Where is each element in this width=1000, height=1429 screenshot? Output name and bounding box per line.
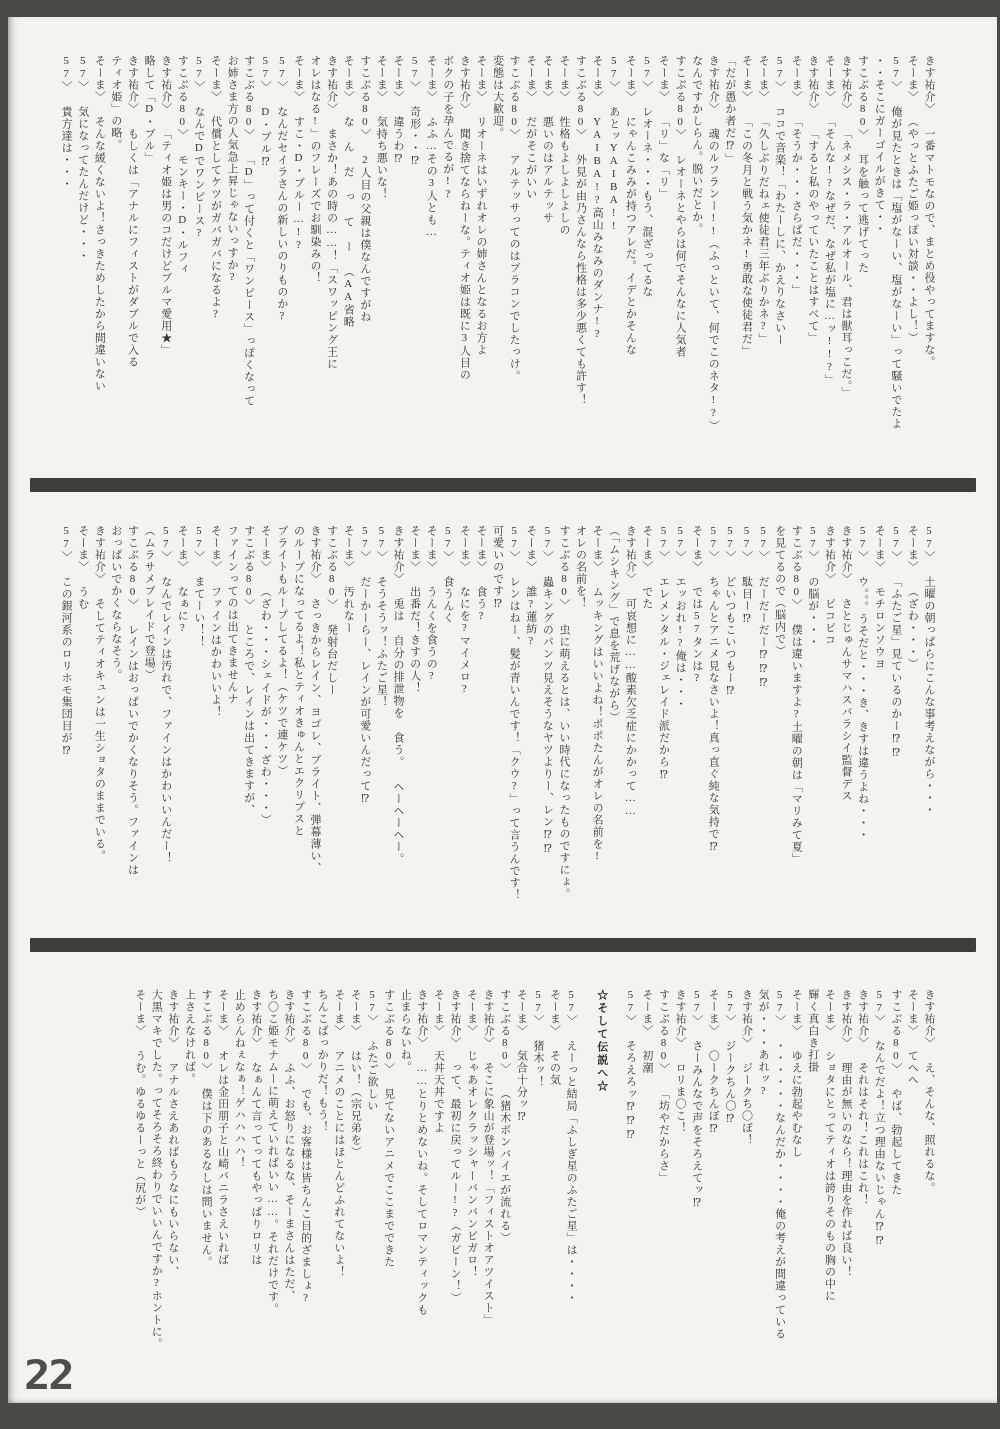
dialogue-line: そーま〉 （ざわ・・・シェイドが・・・ざわ・・・） bbox=[259, 525, 272, 826]
separator-bar-bottom bbox=[30, 938, 976, 952]
dialogue-line: 止まらないね。 bbox=[399, 989, 412, 1073]
dialogue-line: 57〉 食うんく bbox=[441, 525, 454, 624]
dialogue-line: 57〉 貴方達は・・・ bbox=[60, 55, 73, 190]
dialogue-line: なんですかしらん。脱いだとか。 bbox=[690, 55, 703, 235]
dialogue-line: そーま〉 YAIBA!?高山みなみのダンナ!? bbox=[591, 55, 604, 341]
dialogue-line: そーま〉 だがそこがいい bbox=[524, 55, 537, 200]
dialogue-line: そーま〉 モチロンソウヨ bbox=[873, 525, 886, 670]
dialogue-line: 57〉 だーだーだー⁉⁉⁉ bbox=[757, 525, 770, 690]
dialogue-line: すこぶる80〉 「坊やだからさ」 bbox=[657, 989, 670, 1184]
dialogue-line: きす祐介〉 ……とりとめないね。そしてロマンティックも bbox=[415, 989, 428, 1316]
dialogue-line: 上さえなければ。 bbox=[183, 989, 196, 1085]
dialogue-line: そーま〉 オレは金田朋子と山崎バニラさえいれば bbox=[216, 989, 229, 1266]
dialogue-line: そーま〉 ショタにとってティオは誇りそのもの胸の中に bbox=[823, 989, 836, 1302]
dialogue-line: そーま〉 「そうか・・・さらばだ・・・」 bbox=[790, 55, 803, 296]
dialogue-line: そーま〉 でた bbox=[640, 525, 653, 610]
dialogue-line: ・・そこにガーゴイルがきて・・ bbox=[873, 55, 886, 235]
dialogue-line: ボクの子を孕んでるが!? bbox=[441, 55, 454, 201]
dialogue-line: 略して「D・ブル」 bbox=[143, 55, 156, 164]
dialogue-line: すこぶる80〉 見てないアニメでここまでできた bbox=[382, 989, 395, 1268]
dialogue-line: すこぶる80〉 僕は違いますよ?土曜の朝は「マリみて夏」 bbox=[790, 525, 803, 865]
dialogue-line: そーま〉 「リ」な「リ」 bbox=[657, 55, 670, 200]
dialogue-line: すこぶる80〉 レインはおっぱいでかくなりそう。ファインは bbox=[126, 525, 139, 876]
dialogue-line: すこぶる80〉 2人目の父親は僕なんですがね bbox=[358, 55, 371, 323]
dialogue-band-top bbox=[52, 55, 937, 460]
dialogue-line: そーま〉 性格もよしよしよしの bbox=[557, 55, 570, 236]
dialogue-line: そーま〉 ゆえに勃起やむなし bbox=[790, 989, 803, 1158]
dialogue-line: のループになってるよ！私とティオきゅんとエクリプスと bbox=[292, 525, 305, 837]
dialogue-line: 57〉 エレメンタル・ジェレイド派だから⁉ bbox=[657, 525, 670, 782]
dialogue-line: そーま〉 汚れなー bbox=[342, 525, 355, 634]
dialogue-line: を見てるので（脳内で） bbox=[773, 525, 786, 657]
dialogue-line: そーま〉 はい！（宗兄弟を） bbox=[349, 989, 362, 1158]
dialogue-line: そーま〉 すこ・D・ブルー…!? bbox=[292, 55, 305, 252]
dialogue-line: 57〉 D・ブル⁉ bbox=[259, 55, 272, 169]
dialogue-line: そーま〉 初潮 bbox=[640, 989, 653, 1074]
dialogue-line: きす祐介〉 「ティオ姫は男のコだけどブルマ愛用★」 bbox=[159, 55, 172, 356]
dialogue-line: そーま〉 （やっとふたご姫っぽい対談・・よし！） bbox=[906, 55, 919, 344]
dialogue-line: 57〉 どいつもこいつもー⁉ bbox=[723, 525, 736, 698]
dialogue-line: きす祐介〉 ピコピコ bbox=[823, 525, 836, 646]
dialogue-line: 57〉 なんでDでワンピース? bbox=[192, 55, 205, 240]
dialogue-line: 57〉 ふたご欲しい bbox=[366, 989, 378, 1112]
dialogue-line: そーま〉 アニメのことにはほとんどふれてないよ！ bbox=[332, 989, 345, 1278]
dialogue-line: きす祐介〉 そしてティオキュンは一生ショタのままでいる。 bbox=[93, 525, 106, 862]
dialogue-line: 57〉 この銀河系のロリホモ集団目が⁉ bbox=[60, 525, 73, 758]
dialogue-line: （「ムシキング」で息を荒げながら） bbox=[607, 525, 620, 724]
dialogue-line: 57〉 「ふたご星」見ているのかー⁉⁉ bbox=[889, 525, 902, 760]
dialogue-line: そーま〉 〇ークちんぼ⁉ bbox=[707, 989, 720, 1136]
dialogue-line: きす祐介〉 「ネメシス・ラ・アルオール、君は獣耳っこだ。」 bbox=[840, 55, 853, 399]
dialogue-line: そーま〉 うむ。ゆるゆるーっと（尻が） bbox=[133, 989, 146, 1218]
dialogue-line: ファインってのは出てきませんナ bbox=[226, 525, 239, 705]
dialogue-line: そーま〉 食う? bbox=[474, 525, 487, 623]
dialogue-line: 止めらんねぇなぁ！ゲハハハハ！ bbox=[233, 989, 246, 1169]
dialogue-line: そーま〉 ムッキングはいいよね！ポポたんがオレの名前を! bbox=[591, 525, 604, 863]
dialogue-line: おっぱいでかくならなそう。 bbox=[109, 525, 122, 681]
dialogue-line: きす祐介〉 ジークち〇ぼ！ bbox=[740, 989, 753, 1146]
dialogue-line: そーま〉 天丼天丼ですよ bbox=[432, 989, 445, 1134]
dialogue-line: 57〉 そろえろッ⁉⁉⁉ bbox=[624, 989, 637, 1142]
dialogue-line: きす祐介〉 可哀想に……酸素欠乏症にかかって…… bbox=[624, 525, 637, 818]
dialogue-line: そーま〉 ファインはかわいいよ！ bbox=[209, 525, 222, 718]
dialogue-line: 気が・・・あれッ? bbox=[757, 989, 770, 1098]
dialogue-line: きす祐介〉 兎は 自分の排泄物を 食う。 ヘーヘーヘー。 bbox=[392, 525, 404, 865]
dialogue-line: すこぶる80〉 モンキー・D・ルフィ bbox=[176, 55, 189, 275]
dialogue-line: 57〉 ジークちん〇⁉ bbox=[723, 989, 736, 1126]
dialogue-line: きす祐介〉 アナルさえあればもうなにもいらない、 bbox=[166, 989, 179, 1278]
dialogue-line: そーま〉 「この冬月と戦う気かネ!勇敢な使徒君だ」 bbox=[740, 55, 753, 357]
dialogue-line: きす祐介〉 なぁんて言ってってもやっぱりロリは bbox=[249, 989, 262, 1266]
dialogue-line: すこぶる80〉 アルテッサってのはブラコンでしたっけ。 bbox=[508, 55, 521, 382]
dialogue-line: きす祐介〉 一番マトモなので、まとめ役やってますな。 bbox=[923, 55, 935, 368]
dialogue-line: そーま〉 代償としてケツがガバガバになるよ? bbox=[209, 55, 222, 321]
dialogue-line: そーま〉 な ん だ っ て ー （AA省略 bbox=[342, 55, 355, 328]
dialogue-line: きす祐介〉 え、そんな、照れるな。 bbox=[923, 989, 935, 1194]
dialogue-line: 57〉 奇形・・⁉ bbox=[408, 55, 421, 168]
dialogue-line: ブライトもループしてるよ！（ケツで連ケツ） bbox=[275, 525, 288, 777]
dialogue-line: ちんこばっかりだ！もう！ bbox=[316, 989, 329, 1133]
dialogue-line: そーま〉 違うわ⁉ bbox=[392, 55, 404, 166]
dialogue-line: お姉さま方の人気急上昇じゃないっすか? bbox=[226, 55, 239, 284]
dialogue-line: きす祐介〉 ロリま〇こ！ bbox=[674, 989, 687, 1134]
dialogue-line: すこぶる80〉 耳を触って逃げてった bbox=[856, 55, 869, 274]
dialogue-line: きす祐介〉 さとじゅんサマハスバラシイ監督デス bbox=[840, 525, 853, 802]
dialogue-line: そーま〉 じゃあオレクラッシャーバンバンビガロ！ bbox=[465, 989, 478, 1278]
dialogue-line: 57〉 そうそうッ！ふたご星！ bbox=[375, 525, 388, 708]
dialogue-line: 可愛いのです⁉ bbox=[491, 525, 504, 611]
dialogue-line: そーま〉 誰?蓮紡? bbox=[524, 525, 537, 648]
dialogue-line: 57〉 なんでだよ！立つ理由ないじゃん⁉⁉ bbox=[873, 989, 886, 1248]
dialogue-line: （ムラサメブレイドで登場） bbox=[143, 525, 156, 681]
dialogue-line: すこぶる80〉 虫に萌えるとは、いい時代になったものですにょ。 bbox=[557, 525, 570, 900]
dialogue-line: ティオ姫」の略。 bbox=[109, 55, 122, 151]
dialogue-line: 大黒マキでした。ってそろそろ終わりでいいんですか?ホントに。 bbox=[150, 989, 163, 1350]
dialogue-line: 57〉 俺が見たときは「塩がなーい、塩がなーい」って騒いでたよ bbox=[889, 55, 902, 430]
dialogue-line: そーま〉 「久しぶりだねェ使徒君三年ぶりかネ?」 bbox=[757, 55, 770, 345]
dialogue-line: 57〉 レンはねー、髪が青いんです！「クウ?」って言うんです！ bbox=[508, 525, 521, 901]
dialogue-line: 「だが愚か者だ⁉」 bbox=[723, 55, 736, 165]
dialogue-line: すこぶる80〉 ところで、レインは出てきますが、 bbox=[242, 525, 255, 816]
dialogue-line: そーま〉 なぁに? bbox=[176, 525, 189, 635]
dialogue-line: そーま〉 「そんな!?なぜだ、なぜ私が塩に…ッ!!?」 bbox=[823, 55, 836, 386]
dialogue-line: 57〉 気になってたんだけど・・・ bbox=[76, 55, 89, 262]
dialogue-line: すこぶる80〉 僕は下のあるなしは問いません。 bbox=[200, 989, 213, 1268]
dialogue-line: きす祐介〉 それはそれ！これはこれ！ bbox=[856, 989, 869, 1206]
dialogue-line: すこぶる80〉 （猪木ボンバイエが流れる） bbox=[498, 989, 511, 1244]
dialogue-line: そーま〉 うんくを食うの? bbox=[425, 525, 438, 683]
dialogue-line: 57〉 レオーネ・・・もう、混ざってるな bbox=[640, 55, 653, 298]
dialogue-line: そーま〉 てへへ bbox=[906, 989, 919, 1086]
dialogue-line: 57〉 エッおれ!?俺は・・・ bbox=[674, 525, 687, 710]
dialogue-line: 57〉 まてーい！！ bbox=[192, 525, 205, 648]
dialogue-line: 57〉 あとッYAIBA!! bbox=[607, 55, 620, 233]
dialogue-line: そーま〉 気持ち悪いな！ bbox=[375, 55, 388, 200]
dialogue-line: すこぶる80〉 レオーネとやらは何でそんなに人気者 bbox=[674, 55, 687, 358]
dialogue-line: 57〉 土曜の朝っぱらにこんな事考えながら・・・ bbox=[923, 525, 935, 816]
dialogue-line: オレの名前を！ bbox=[574, 525, 587, 609]
dialogue-line: 57〉 ココで音楽！「わたーしに、かえりなさいー bbox=[773, 55, 786, 346]
dialogue-line: 57〉 えーっと結局「ふしぎ星のふたご星」は・・・・ bbox=[565, 989, 578, 1304]
dialogue-line: きす祐介〉 理由が無いのなら！理由を作れば良い！ bbox=[840, 989, 853, 1278]
dialogue-line: きす祐介〉 聞き捨てならねーな。ティオ姫は既に3人目の bbox=[458, 55, 471, 381]
dialogue-line: 57〉 蟲キングのパンツ見えそうなヤツよりー、レン⁉⁉ bbox=[541, 525, 554, 856]
dialogue-line: きす祐介〉 ふふ、お怒りになるな、そーまさんはただ、 bbox=[283, 989, 296, 1302]
dialogue-line: そーま〉 （ざわ・・・） bbox=[906, 525, 919, 670]
dialogue-line: 57〉 なんでレインは汚れで、ファインはかわいいんだー！ bbox=[159, 525, 172, 864]
dialogue-line: 57〉 ・・・・・・なんだか・・・・俺の考えが間違っている bbox=[773, 989, 786, 1340]
dialogue-line: すこぶる80〉 「D」って付くと「ワンピース」っぽくなって bbox=[242, 55, 255, 407]
dialogue-line: そーま〉 リオーネはいずれオレの姉さんとなるお方よ bbox=[474, 55, 487, 356]
dialogue-line: すこぶる80〉 発射台だしー bbox=[325, 525, 338, 696]
section-heading: ☆そして伝説へ☆ bbox=[595, 989, 608, 1093]
dialogue-line: ち〇こ姫モナムーに萌えていればいい……。それだけです。 bbox=[266, 989, 279, 1315]
dialogue-line: そーま〉 そんな緩くないよ！さっきためしたから間違いない bbox=[93, 55, 106, 392]
dialogue-line: きす祐介〉 そこに象山が登場ッ！「フィストオアツイスト」 bbox=[482, 989, 495, 1326]
page-number: 22 bbox=[24, 1353, 73, 1399]
dialogue-line: すこぶる80〉 でも、お客様は皆ちんこ目的ざましょ? bbox=[299, 989, 312, 1305]
dialogue-line: 57〉 駄目ー⁉ bbox=[740, 525, 753, 626]
dialogue-line: 57〉 さーみんなで声をそろえてッ⁉ bbox=[690, 989, 703, 1210]
dialogue-line: そーま〉 気合十分ッ⁉ bbox=[515, 989, 528, 1124]
dialogue-line: 輝く真白き打掛 bbox=[806, 989, 819, 1073]
scanned-page bbox=[8, 17, 997, 1403]
dialogue-line: 57〉 ちゃんとアニメ見なさいよ！真っ直ぐ純な気持で⁉ bbox=[707, 525, 720, 854]
dialogue-band-middle bbox=[52, 525, 937, 930]
dialogue-line: 57〉 ウ。。。うそだと・・・き、きすは違うよね・・・ bbox=[856, 525, 869, 841]
dialogue-line: きす祐介〉 「すると私のやっていたことはすべて」 bbox=[806, 55, 819, 344]
dialogue-line: そーま〉 ふふ…その3人とも… bbox=[425, 55, 438, 239]
dialogue-line: きす祐介〉 魂のルフランー!!（ふっといて、何でこのネタ!?） bbox=[707, 55, 720, 432]
dialogue-line: きす祐介〉 って、最初に戻ってルー!?（ガビーン！） bbox=[448, 989, 461, 1304]
dialogue-line: きす祐介〉 まさか！あの時の……！「スワッピング王に bbox=[325, 55, 338, 370]
dialogue-line: きす祐介〉 さっきからレイン、ヨゴレ、ブライト、弾幕薄い、 bbox=[309, 525, 322, 874]
dialogue-line: そーま〉 なにを?マイメロ? bbox=[458, 525, 471, 696]
dialogue-line: 57〉 だーかーらー、レインが可愛いんだって⁉ bbox=[358, 525, 371, 806]
separator-bar-top bbox=[30, 478, 976, 492]
dialogue-line: そーま〉 悪いのはアルテッサ bbox=[541, 55, 554, 224]
dialogue-line: 57〉 の脳が・・・ bbox=[806, 525, 819, 648]
dialogue-line: 57〉 猪木ッ！ bbox=[531, 989, 544, 1088]
dialogue-line: きす祐介〉 もしくは「アナルにフィストがダブルで入る bbox=[126, 55, 139, 368]
dialogue-line: 変態は大歓迎。 bbox=[491, 55, 504, 139]
dialogue-line: そーま〉 うむ bbox=[76, 525, 89, 610]
dialogue-line: そーま〉 出番だ！きすの人！ bbox=[408, 525, 421, 694]
dialogue-line: すこぶる80〉 やば、勃起してきた bbox=[889, 989, 902, 1196]
dialogue-band-bottom bbox=[52, 989, 937, 1394]
dialogue-line: 57〉 なんだセイラさんの新しいのりものか? bbox=[275, 55, 288, 323]
dialogue-line: すこぶる80〉 外見が由乃さんなら性格は多少悪くても許す！ bbox=[574, 55, 587, 406]
dialogue-line: そーま〉 では57タンは? bbox=[690, 525, 703, 685]
dialogue-line: オレはなる!」のフレーズでお馴染みの！ bbox=[309, 55, 322, 284]
dialogue-line: そーま〉 にゃんこみみが持つアレだ。イデとかそんな bbox=[624, 55, 637, 356]
dialogue-line: そーま〉 その気 bbox=[548, 989, 561, 1086]
